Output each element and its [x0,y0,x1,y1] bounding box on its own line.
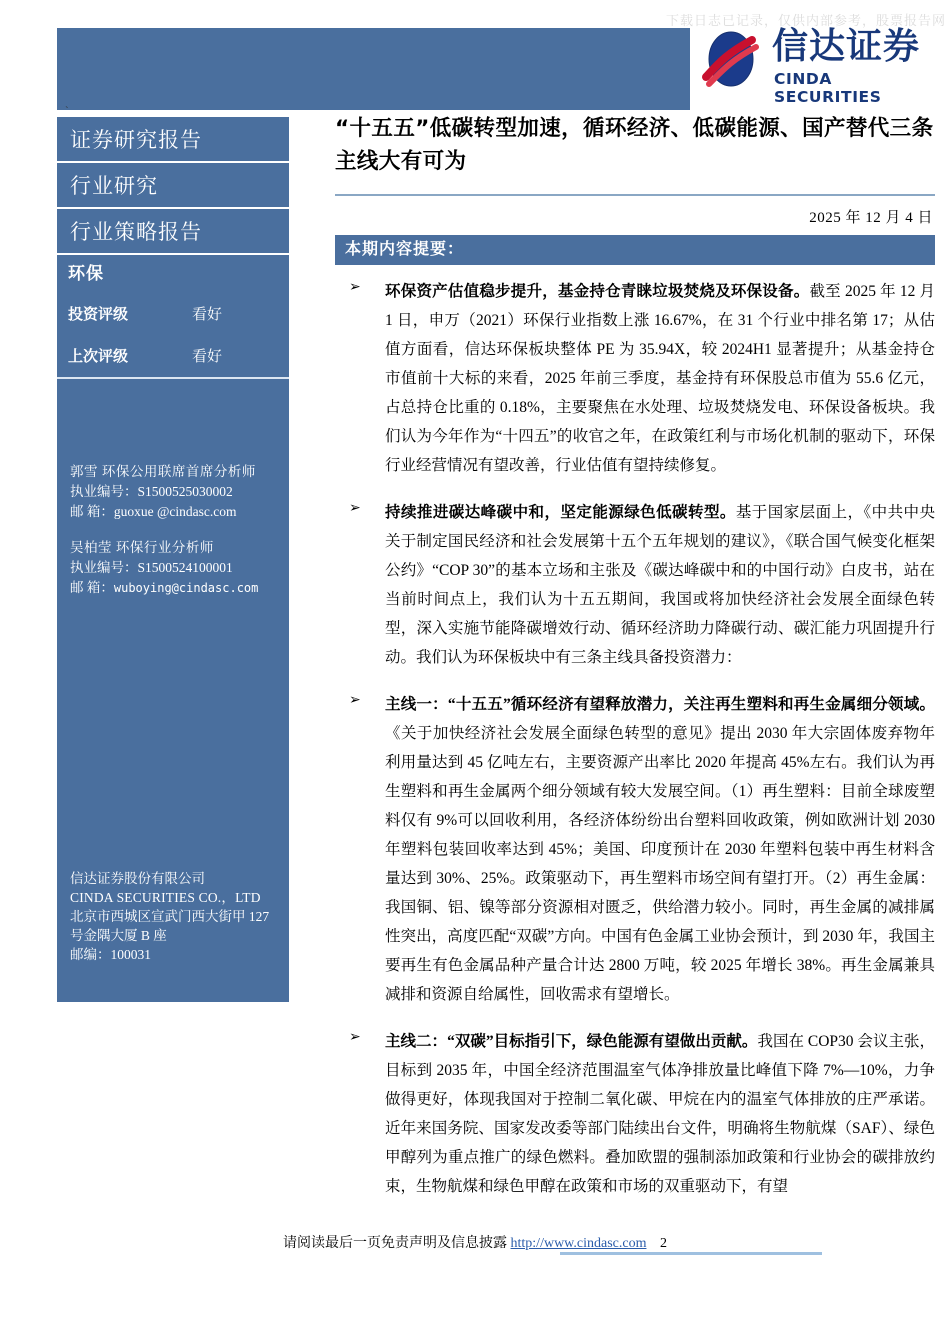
analyst-license-label: 执业编号： [70,484,138,499]
sidebar-rating-block [57,255,289,450]
bullet-arrow-icon: ➢ [349,1029,361,1045]
rating-current-value: 看好 [192,305,223,323]
analyst-license-value: S1500525030002 [137,484,233,499]
analyst-email-label: 邮 箱： [70,504,114,519]
sidebar-sector-label: 环保 [68,264,104,284]
sidebar-spacer-bottom [57,978,289,1002]
list-item [335,277,935,480]
sidebar-tab-research-report[interactable]: 证券研究报告 [57,117,289,163]
report-date: 2025 年 12 月 4 日 [809,210,933,226]
sidebar-rating-current [57,293,289,335]
analyst-license-label: 执业编号： [70,560,138,575]
sidebar-rating-previous [57,335,289,377]
bullet-paragraph [385,1027,935,1201]
analyst-email-label: 邮 箱： [70,580,114,595]
bullet-body: 我国在 COP30 会议主张，目标到 2035 年，中国全经济范围温室气体净排放量比峰值下降 7%—10%，力争做得更好，体现我国对于控制二氧化碳、甲烷在内的温室气体排放的庄严承诺。近年来国务院、国家发改委等部门陆续出台文件，明确将生物航煤（SAF）、绿色甲醇列为重点推广的绿色燃料。叠加欧盟的强制添加政策和行业协会的碳排放约束，生物航煤和绿色甲醇在政策和市场的双重驱动下，有望 [385,1033,935,1195]
analyst-email-row [70,578,289,598]
brand-logo [700,26,944,106]
rating-previous-label: 上次评级 [68,347,129,365]
sidebar-spacer-mid [57,608,289,863]
analyst-license-value: S1500524100001 [137,560,233,575]
sidebar-spacer-top [57,380,289,450]
bullet-lead: 环保资产估值稳步提升，基金持仓青睐垃圾焚烧及环保设备。 [385,283,810,300]
bullet-body: 基于国家层面上，《中共中央关于制定国民经济和社会发展第十五个五年规划的建议》，《联合国气候变化框架公约》“COP 30”的基本立场和主张及《碳达峰碳中和的中国行动》白皮书，站在当前时间点上，我们认为十五五期间，我国或将加快经济社会发展全面绿色转型，深入实施节能降碳增效行动、循环经济助力降碳行动、碳汇能力巩固提升行动。我们认为环保板块中有三条主线具备投资潜力： [385,504,935,666]
rating-previous-value: 看好 [192,347,223,365]
sidebar-company-info [57,863,289,978]
rating-current-label: 投资评级 [68,305,129,323]
page-footer [0,1232,950,1252]
analyst-email-value[interactable]: wuboying@cindasc.com [113,581,259,595]
bullet-arrow-icon: ➢ [349,692,361,708]
sidebar-analysts [57,450,289,608]
bullet-paragraph [385,690,935,1009]
company-name-cn: 信达证券股份有限公司 [70,871,205,886]
list-item [335,498,935,672]
analyst-name-title: 吴柏莹 环保行业分析师 [70,540,214,555]
tick-mark: ` [65,105,69,117]
company-name-en: CINDA SECURITIES CO.，LTD [70,890,261,905]
analyst-name-title: 郭雪 环保公用联席首席分析师 [70,464,256,479]
brand-name-cn: 信达证券 [772,26,921,67]
footer-disclaimer-notice: 请阅读最后一页免责声明及信息披露 [283,1236,508,1251]
bullet-lead: 持续推进碳达峰碳中和，坚定能源绿色低碳转型。 [385,504,736,521]
analyst-email-value[interactable]: guoxue @cindasc.com [113,504,237,519]
top-blue-banner [57,28,690,110]
page-title: “十五五”低碳转型加速，循环经济、低碳能源、国产替代三条主线大有可为 [335,116,934,174]
sidebar-tab-industry-research[interactable]: 行业研究 [57,163,289,209]
main-content [335,112,935,1219]
title-rule [335,194,935,196]
bullet-lead: 主线一：“十五五”循环经济有望释放潜力，关注再生塑料和再生金属细分领域。 [385,696,935,713]
analyst-email-row [70,502,289,522]
sidebar-divider [57,377,289,380]
brand-name-en: CINDA SECURITIES [774,70,882,106]
summary-bullet-list [335,277,935,1201]
bullet-arrow-icon: ➢ [349,500,361,516]
company-postcode: 邮编：100031 [70,947,151,962]
bullet-body: 《关于加快经济社会发展全面绿色转型的意见》提出 2030 年大宗固体废弃物年利用量达到 45 亿吨左右，主要资源产出率比 2020 年提高 45%左右。我们认为再生塑料和再生金属两个细分领域有较大发展空间。（1）再生塑料：目前全球废塑料仅有 9%可以回收利用，各经济体纷纷出台塑料回收政策，例如欧洲计划 2030 年塑料包装回收率达到 45%；美国、印度预计在 2030 年塑料包装中再生材料含量达到 30%、25%。政策驱动下，再生塑料市场空间有望打开。（2）再生金属：我国铜、铝、镍等部分资源相对匮乏，供给潜力较小。同时，再生金属的减排属性突出，高度匹配“双碳”方向。中国有色金属工业协会预计，到 2030 年，我国主要再生有色金属品种产量合计达 2800 万吨，较 2025 年增长 38%。再生金属兼具减排和资源自给属性，回收需求有望增长。 [385,725,935,1003]
analyst-entry [70,538,289,598]
list-item [335,1027,935,1201]
footer-rule [560,1252,822,1255]
bullet-lead: 主线二：“双碳”目标指引下，绿色能源有望做出贡献。 [385,1033,758,1050]
list-item [335,690,935,1009]
analyst-entry [70,462,289,522]
bullet-paragraph [385,277,935,480]
analyst-license-row [70,482,289,502]
page-watermark: 下载日志已记录，仅供内部参考，股票报告网 [665,14,946,29]
cinda-logo-icon [700,30,762,88]
page-number: 2 [659,1236,667,1251]
footer-website-link[interactable]: http://www.cindasc.com [510,1236,647,1251]
bullet-paragraph [385,498,935,672]
company-address: 北京市西城区宣武门西大街甲 127号金隅大厦 B 座 [70,909,270,943]
section-header-summary: 本期内容提要： [335,235,935,265]
bullet-body: 截至 2025 年 12 月 1 日，申万（2021）环保行业指数上涨 16.67%，在 31 个行业中排名第 17；从估值方面看，信达环保板块整体 PE 为 35.94X，较 2024H1 显著提升；从基金持仓市值前十大标的来看，2025 年前三季度，基金持有环保股总市值为 55.6 亿元，占总持仓比重的 0.18%，主要聚焦在水处理、垃圾焚烧发电、环保设备板块。我们认为今年作为“十四五”的收官之年，在政策红利与市场化机制的驱动下，环保行业经营情况有望改善，行业估值有望持续修复。 [385,283,935,474]
sidebar [57,105,289,1002]
analyst-license-row [70,558,289,578]
bullet-arrow-icon: ➢ [349,279,361,295]
sidebar-tab-industry-strategy-report[interactable]: 行业策略报告 [57,209,289,255]
